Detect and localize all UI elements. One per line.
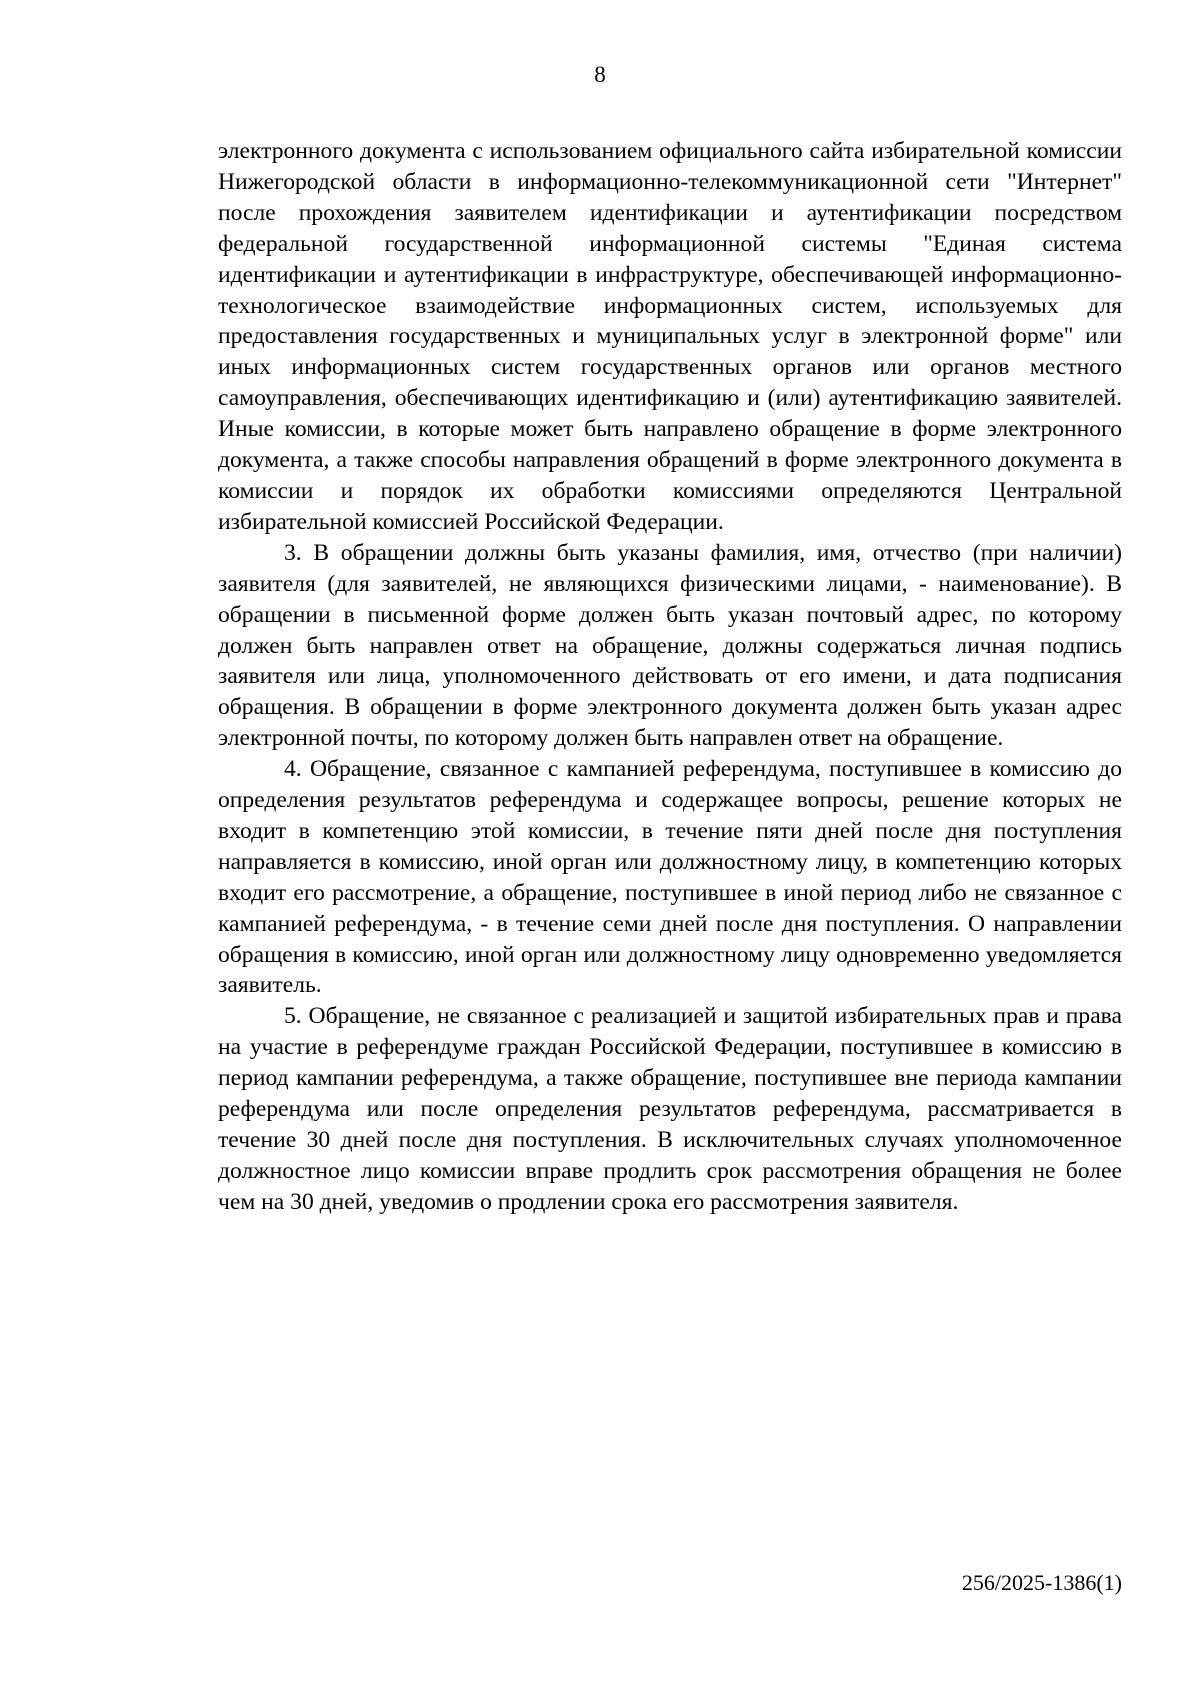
paragraph-item-5: 5. Обращение, не связанное с реализацией и защитой избирательных прав и права на участие в референдуме граждан Российской Федерации, поступившее в комиссию в период кампании референдума, а также обращение, поступившее вне периода кампании референдума или после определения результатов референдума, рассматривается в течение 30 дней после дня поступления. В исключительных случаях уполномоченное должностное лицо комиссии вправе продлить срок рассмотрения обращения не более чем на 30 дней, уведомив о продлении срока его рассмотрения заявителя.: [218, 1003, 1122, 1215]
page-number: 8: [594, 62, 606, 87]
paragraph-continuation: электронного документа с использованием официального сайта избирательной комиссии Нижегородской области в информационно-телекоммуникационной сети "Интернет" после прохождения заявителем идентификации и аутентификации посредством федеральной государственной информационной системы "Единая система идентификации и аутентификации в инфраструктуре, обеспечивающей информационно-технологическое взаимодействие информационных систем, используемых для предоставления государственных и муниципальных услуг в электронной форме" или иных информационных систем государственных органов или органов местного самоуправления, обеспечивающих идентификацию и (или) аутентификацию заявителей. Иные комиссии, в которые может быть направлено обращение в форме электронного документа, а также способы направления обращений в форме электронного документа в комиссии и порядок их обработки комиссиями определяются Центральной избирательной комиссией Российской Федерации.: [218, 138, 1122, 535]
paragraph-item-3: 3. В обращении должны быть указаны фамилия, имя, отчество (при наличии) заявителя (для заявителей, не являющихся физическими лицами, - наименование). В обращении в письменной форме должен быть указан почтовый адрес, по которому должен быть направлен ответ на обращение, должны содержаться личная подпись заявителя или лица, уполномоченного действовать от его имени, и дата подписания обращения. В обращении в форме электронного документа должен быть указан адрес электронной почты, по которому должен быть направлен ответ на обращение.: [218, 539, 1122, 752]
document-body: [218, 136, 1122, 1218]
document-code: 256/2025-1386(1): [961, 1570, 1122, 1595]
paragraph-item-4: 4. Обращение, связанное с кампанией референдума, поступившее в комиссию до определения результатов референдума и содержащее вопросы, решение которых не входит в компетенцию этой комиссии, в течение пяти дней после дня поступления направляется в комиссию, иной орган или должностному лицу, в компетенцию которых входит его рассмотрение, а обращение, поступившее в иной период либо не связанное с кампанией референдума, - в течение семи дней после дня поступления. О направлении обращения в комиссию, иной орган или должностному лицу одновременно уведомляется заявитель.: [218, 756, 1122, 999]
